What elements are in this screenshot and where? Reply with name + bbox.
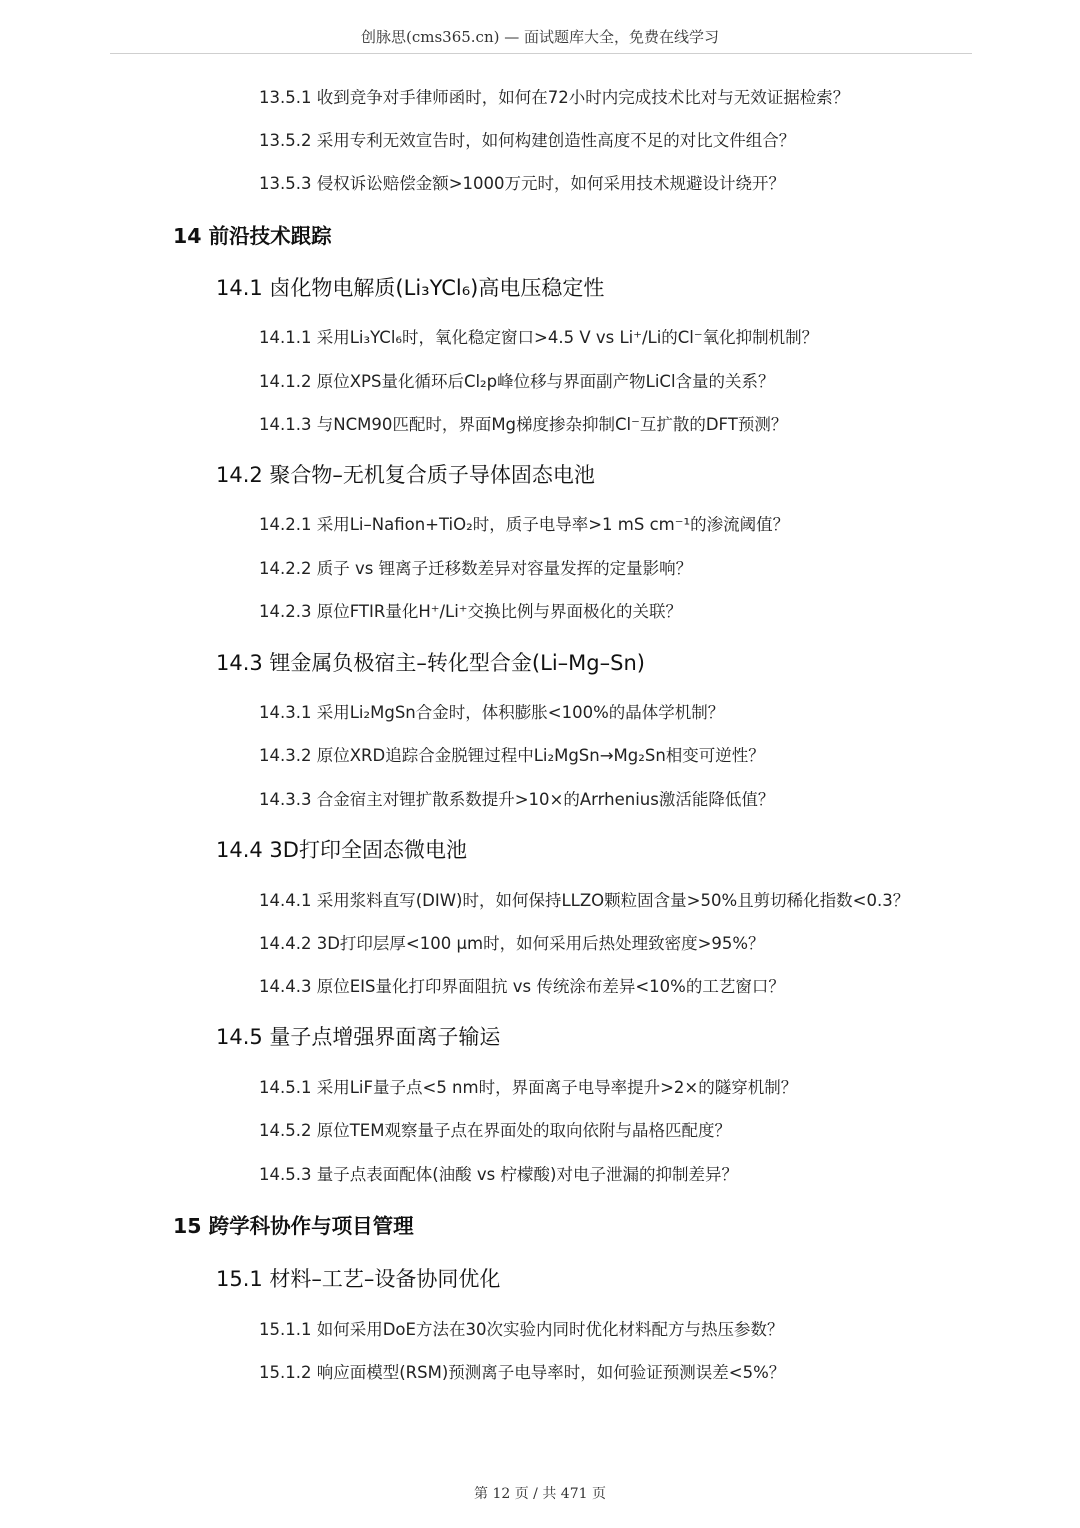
subsection-heading-15-1: 15.1 材料–工艺–设备协同优化 — [216, 1267, 501, 1291]
question-14-3-3: 14.3.3 合金宿主对锂扩散系数提升>10×的Arrhenius激活能降低值？ — [259, 790, 775, 809]
question-14-1-3: 14.1.3 与NCM90匹配时，界面Mg梯度掺杂抑制Cl⁻互扩散的DFT预测？ — [259, 415, 788, 434]
question-15-1-2: 15.1.2 响应面模型(RSM)预测离子电导率时，如何验证预测误差<5%？ — [259, 1363, 786, 1382]
question-14-4-2: 14.4.2 3D打印层厚<100 μm时，如何采用后热处理致密度>95%？ — [259, 934, 765, 953]
subsection-heading-14-4: 14.4 3D打印全固态微电池 — [216, 838, 467, 862]
question-13-5-2: 13.5.2 采用专利无效宣告时，如何构建创造性高度不足的对比文件组合？ — [259, 131, 796, 150]
subsection-heading-14-5: 14.5 量子点增强界面离子输运 — [216, 1025, 501, 1049]
question-14-1-2: 14.1.2 原位XPS量化循环后Cl₂p峰位移与界面副产物LiCl含量的关系？ — [259, 372, 775, 391]
question-14-3-2: 14.3.2 原位XRD追踪合金脱锂过程中Li₂MgSn→Mg₂Sn相变可逆性？ — [259, 746, 765, 765]
question-14-2-3: 14.2.3 原位FTIR量化H⁺/Li⁺交换比例与界面极化的关联？ — [259, 602, 682, 621]
question-13-5-1: 13.5.1 收到竞争对手律师函时，如何在72小时内完成技术比对与无效证据检索？ — [259, 88, 850, 107]
question-13-5-3: 13.5.3 侵权诉讼赔偿金额>1000万元时，如何采用技术规避设计绕开？ — [259, 174, 786, 193]
section-heading-15: 15 跨学科协作与项目管理 — [173, 1214, 414, 1238]
question-14-3-1: 14.3.1 采用Li₂MgSn合金时，体积膨胀<100%的晶体学机制？ — [259, 703, 725, 722]
subsection-heading-14-1: 14.1 卤化物电解质(Li₃YCl₆)高电压稳定性 — [216, 276, 605, 300]
question-15-1-1: 15.1.1 如何采用DoE方法在30次实验内同时优化材料配方与热压参数？ — [259, 1320, 784, 1339]
question-14-5-3: 14.5.3 量子点表面配体(油酸 vs 柠檬酸)对电子泄漏的抑制差异？ — [259, 1165, 738, 1184]
header-divider — [110, 53, 972, 54]
question-14-5-1: 14.5.1 采用LiF量子点<5 nm时，界面离子电导率提升>2×的隧穿机制？ — [259, 1078, 798, 1097]
question-14-2-2: 14.2.2 质子 vs 锂离子迁移数差异对容量发挥的定量影响？ — [259, 559, 693, 578]
question-14-4-1: 14.4.1 采用浆料直写(DIW)时，如何保持LLZO颗粒固含量>50%且剪切稀化指数<0.3？ — [259, 891, 910, 910]
question-14-5-2: 14.5.2 原位TEM观察量子点在界面处的取向依附与晶格匹配度？ — [259, 1121, 731, 1140]
page-footer: 第 12 页 / 共 471 页 — [474, 1486, 606, 1502]
section-heading-14: 14 前沿技术跟踪 — [173, 224, 332, 248]
subsection-heading-14-2: 14.2 聚合物–无机复合质子导体固态电池 — [216, 463, 595, 487]
page-header: 创脉思(cms365.cn) — 面试题库大全，免费在线学习 — [360, 28, 720, 46]
question-14-4-3: 14.4.3 原位EIS量化打印界面阻抗 vs 传统涂布差异<10%的工艺窗口？ — [259, 977, 785, 996]
question-14-1-1: 14.1.1 采用Li₃YCl₆时，氧化稳定窗口>4.5 V vs Li⁺/Li的Cl⁻氧化抑制机制？ — [259, 328, 819, 347]
subsection-heading-14-3: 14.3 锂金属负极宿主–转化型合金(Li–Mg–Sn) — [216, 651, 645, 675]
question-14-2-1: 14.2.1 采用Li–Nafion+TiO₂时，质子电导率>1 mS cm⁻¹的渗流阈值？ — [259, 515, 790, 534]
